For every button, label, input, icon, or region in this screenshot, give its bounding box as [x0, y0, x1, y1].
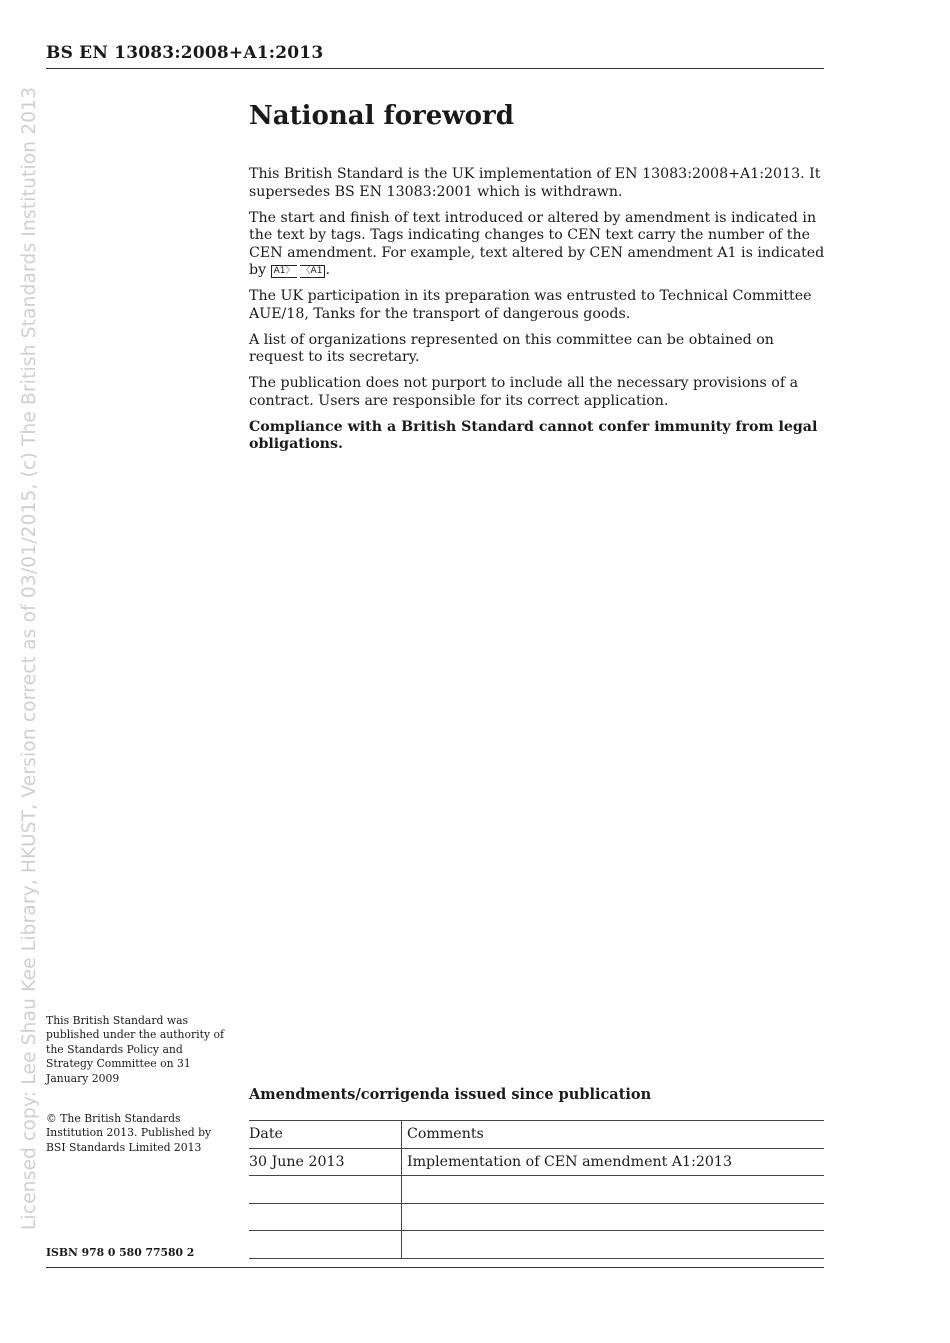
paragraph-provisions: The publication does not purport to include all the necessary provisions of a contract. Users are responsible for its correct application. [249, 375, 799, 409]
amendment-comment [402, 1231, 825, 1259]
date-column-header: Date [249, 1121, 402, 1149]
copyright-note [46, 1112, 231, 1155]
amendment-comment [402, 1176, 825, 1204]
header-divider [46, 68, 824, 69]
comments-column-header: Comments [402, 1121, 825, 1149]
paragraph-organizations: A list of organizations represented on this committee can be obtained on request to its secretary. [249, 331, 774, 365]
license-watermark: Licensed copy: Lee Shau Kee Library, HKUST, Version correct as of 03/01/2015, (c) The British Standards Institution 2013 [19, 86, 40, 1230]
table-row [249, 1176, 824, 1204]
amendments-table [249, 1120, 824, 1259]
amendment-open-tag-icon: A1 〉 [271, 265, 297, 278]
table-row [249, 1203, 824, 1231]
publication-authority-note [46, 1014, 231, 1086]
foreword-body [249, 166, 829, 462]
paragraph-amendment-tags [249, 210, 829, 280]
amendment-comment [402, 1203, 825, 1231]
amendment-date [249, 1231, 402, 1259]
document-header-id: BS EN 13083:2008+A1:2013 [46, 43, 324, 63]
paragraph-implementation: This British Standard is the UK implementation of EN 13083:2008+A1:2013. It supersedes BS EN 13083:2001 which is withdrawn. [249, 166, 821, 200]
amendment-date: 30 June 2013 [249, 1148, 402, 1176]
paragraph-compliance: Compliance with a British Standard cannot confer immunity from legal obligations. [249, 418, 818, 452]
paragraph-committee: The UK participation in its preparation was entrusted to Technical Committee AUE/18, Tanks for the transport of dangerous goods. [249, 288, 812, 322]
amendment-date [249, 1203, 402, 1231]
footer-divider [46, 1267, 824, 1268]
amendments-title: Amendments/corrigenda issued since publication [249, 1086, 652, 1103]
amendment-tags-text: The start and finish of text introduced or altered by amendment is indicated in the text by tags. Tags indicating changes to CEN text carry the number of the CEN amendment. For example, text altered by CEN amendment A1 is indicated by [249, 209, 825, 278]
amendment-close-tag-icon: 〈 A1 [300, 265, 326, 278]
table-header-row [249, 1121, 824, 1149]
page-title: National foreword [249, 101, 514, 131]
copyright-text: © The British Standards Institution 2013. Published by BSI Standards Limited 2013 [46, 1112, 212, 1154]
amendment-date [249, 1176, 402, 1204]
isbn-number: ISBN 978 0 580 77580 2 [46, 1246, 195, 1259]
table-row [249, 1231, 824, 1259]
authority-text: This British Standard was published under the authority of the Standards Policy and Strategy Committee on 31 January 2009 [46, 1014, 224, 1085]
amendment-comment: Implementation of CEN amendment A1:2013 [402, 1148, 825, 1176]
table-row [249, 1148, 824, 1176]
amendment-tags-end: . [325, 262, 330, 278]
